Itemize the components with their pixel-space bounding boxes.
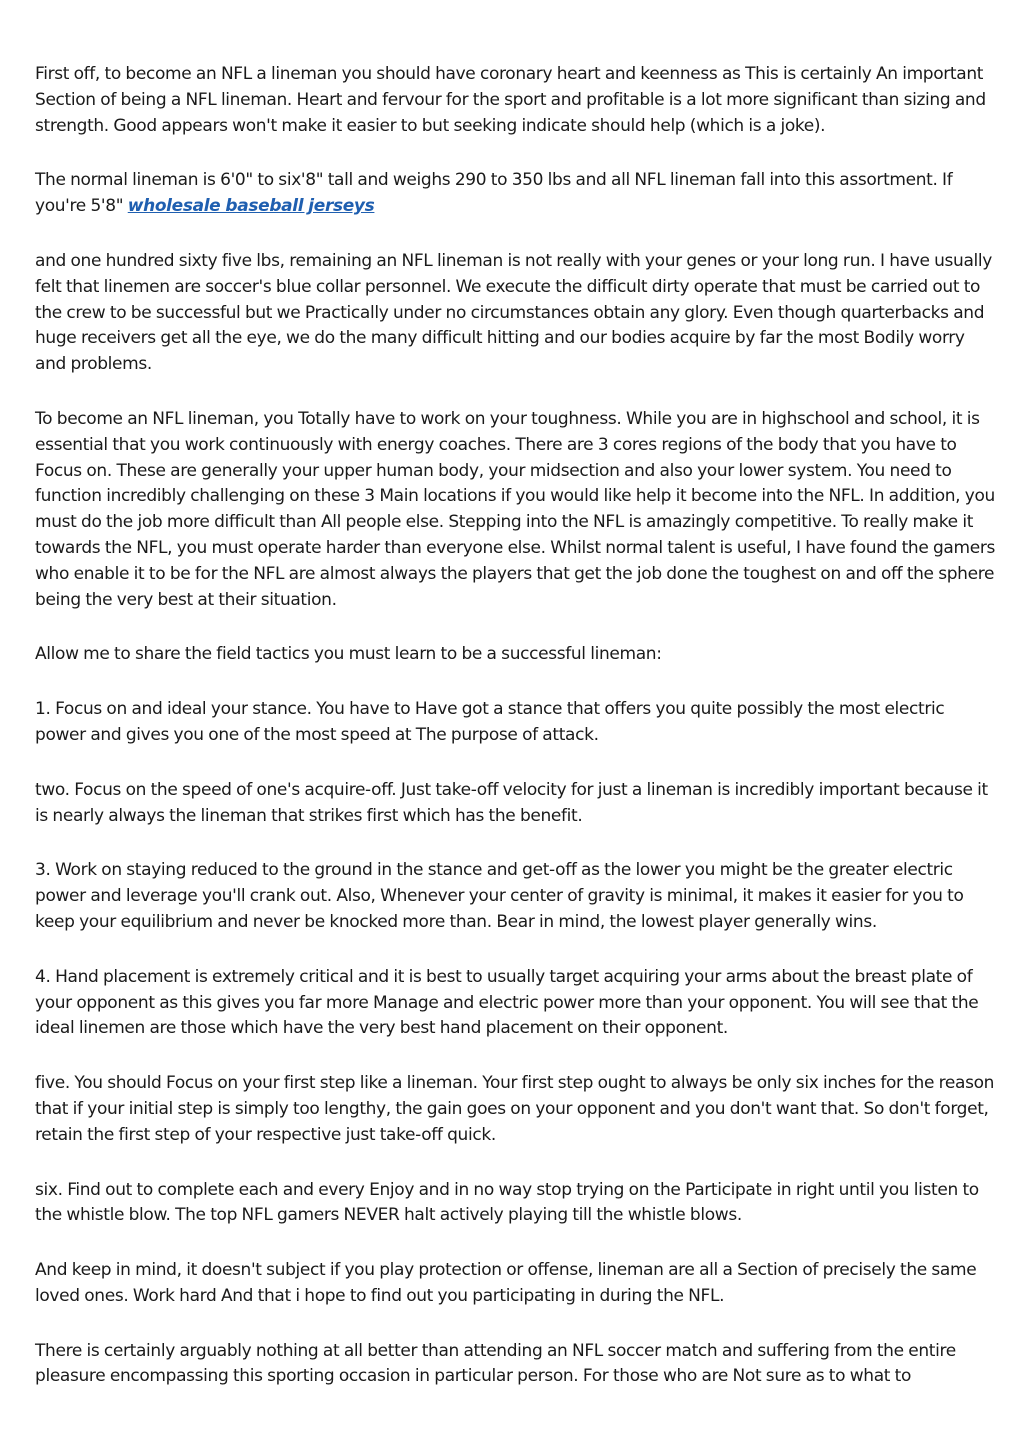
paragraph-tip-whistle: six. Find out to complete each and every Enjoy and in no way stop trying on the Participate in right until you listen to the whistle blow. The top NFL gamers NEVER halt actively playing till the whistle blows. (35, 1179, 979, 1226)
wholesale-baseball-jerseys-link[interactable]: wholesale baseball jerseys (127, 196, 375, 217)
paragraph-size (35, 168, 997, 220)
paragraph-toughness: To become an NFL lineman, you Totally have to work on your toughness. While you are in highschool and school, it is essential that you work continuously with energy coaches. There are 3 cores regions of the body that you have to Focus on. These are generally your upper human body, your midsection and also your lower system. You need to function incredibly challenging on these 3 Main locations if you would like help it become into the NFL. In addition, you must do the job more difficult than All people else. Stepping into the NFL is amazingly competitive. To really make it towards the NFL, you must operate harder than everyone else. Whilst normal talent is useful, I have found the gamers who enable it to be for the NFL are almost always the players that get the job done the toughest on and off the sphere being the very best at their situation. (35, 408, 995, 610)
paragraph-tactics-intro: Allow me to share the field tactics you must learn to be a successful lineman: (35, 644, 662, 665)
paragraph-tip-low: 3. Work on staying reduced to the ground in the stance and get-off as the lower you might be the greater electric power and leverage you'll crank out. Also, Whenever your center of gravity is minimal, it makes it easier for you to keep your equilibrium and never be knocked more than. Bear in mind, the lowest player generally wins. (35, 860, 964, 932)
paragraph-tip-first-step: five. You should Focus on your first step like a lineman. Your first step ought to always be only six inches for the reason that if your initial step is simply too lengthy, the gain goes on your opponent and you don't want that. So don't forget, retain the first step of your respective just take-off quick. (35, 1073, 995, 1145)
paragraph-blue-collar: and one hundred sixty five lbs, remaining an NFL lineman is not really with your genes or your long run. I have usually felt that linemen are soccer's blue collar personnel. We execute the difficult dirty operate that must be carried out to the crew to be successful but we Practically under no circumstances obtain any glory. Even though quarterbacks and huge receivers get all the eye, we do the many difficult hitting and our bodies acquire by far the most Bodily worry and problems. (35, 250, 992, 375)
paragraph-size-text: The normal lineman is 6'0" to six'8" tall and weighs 290 to 350 lbs and all NFL lineman fall into this assortment. If you're 5'8" (35, 170, 953, 217)
paragraph-tip-speed: two. Focus on the speed of one's acquire-off. Just take-off velocity for just a lineman is incredibly important because it is nearly always the lineman that strikes first which has the benefit. (35, 779, 988, 826)
paragraph-tip-hands: 4. Hand placement is extremely critical and it is best to usually target acquiring your arms about the breast plate of your opponent as this gives you far more Manage and electric power more than your opponent. You will see that the ideal linemen are those which have the very best hand placement on their opponent. (35, 966, 979, 1039)
paragraph-family: And keep in mind, it doesn't subject if you play protection or offense, lineman are all a Section of precisely the same loved ones. Work hard And that i hope to find out you participating in during the NFL. (35, 1260, 977, 1306)
paragraph-tip-stance: 1. Focus on and ideal your stance. You have to Have got a stance that offers you quite possibly the most electric power and gives you one of the most speed at The purpose of attack. (35, 699, 945, 745)
paragraph-attending: There is certainly arguably nothing at all better than attending an NFL soccer match and suffering from the entire pleasure encompassing this sporting occasion in particular person. For those who are Not sure as to what to (35, 1340, 956, 1387)
article-body (35, 62, 997, 1419)
paragraph-intro: First off, to become an NFL a lineman you should have coronary heart and keenness as This is certainly An important Section of being a NFL lineman. Heart and fervour for the sport and profitable is a lot more significant than sizing and strength. Good appears won't make it easier to but seeking indicate should help (which is a joke). (35, 64, 986, 136)
